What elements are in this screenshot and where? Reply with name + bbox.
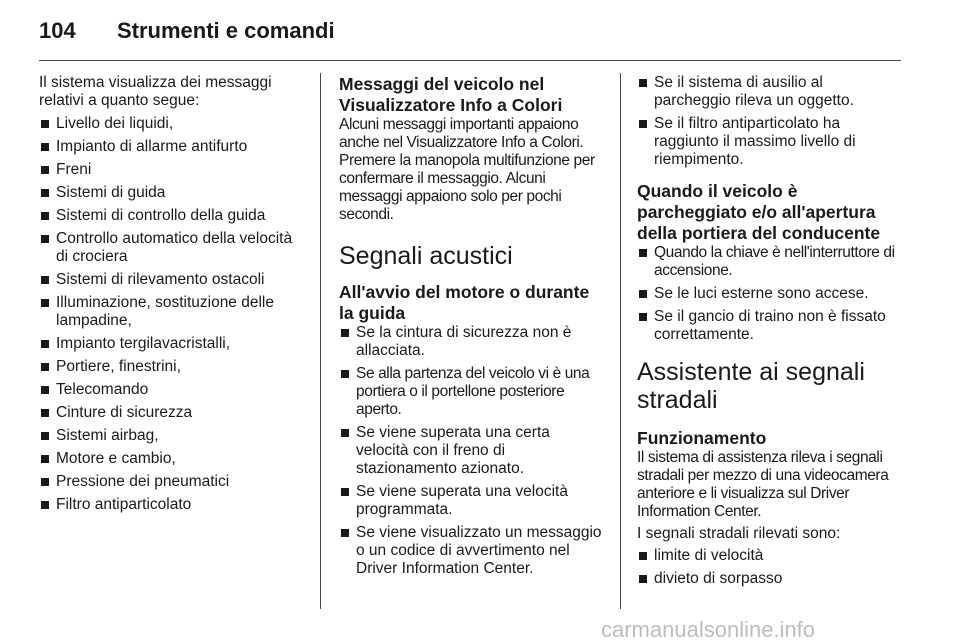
list-item: Sistemi di guida <box>39 184 307 202</box>
acoustic-list-continued <box>637 74 903 169</box>
acoustic-list <box>339 324 605 578</box>
column-3 <box>637 74 903 593</box>
column-divider-2 <box>620 73 621 609</box>
intro-text: Il sistema visualizza dei messaggi relativi a quanto segue: <box>39 74 272 109</box>
signs-list-intro: I segnali stradali rilevati sono: <box>637 525 841 542</box>
list-item: Impianto di allarme antifurto <box>39 138 307 156</box>
list-item: Illuminazione, sostituzione delle lampadine, <box>39 294 307 330</box>
heading-traffic-sign-assistant: Assistente ai segnali stradali <box>637 358 865 414</box>
signs-list <box>637 547 903 588</box>
list-item: Se le luci esterne sono accese. <box>637 285 903 303</box>
column-1 <box>39 74 307 519</box>
list-item: Sistemi di rilevamento ostacoli <box>39 271 307 289</box>
list-item: Se viene visualizzato un messaggio o un codice di avvertimento nel Driver Information Center. <box>339 524 605 578</box>
list-item: Filtro antiparticolato <box>39 496 307 514</box>
list-item: Livello dei liquidi, <box>39 115 307 133</box>
list-item: Se viene superata una certa velocità con il freno di stazionamento azionato. <box>339 424 605 478</box>
list-item: Impianto tergilavacristalli, <box>39 335 307 353</box>
list-item: divieto di sorpasso <box>637 570 903 588</box>
list-item: Pressione dei pneumatici <box>39 473 307 491</box>
section-title-vehicle-messages: Messaggi del veicolo nel Visualizzatore Info a Colori <box>339 74 563 115</box>
list-item: Se la cintura di sicurezza non è allacciata. <box>339 324 605 360</box>
section-text-vehicle-messages: Alcuni messaggi importanti appaiono anche nel Visualizzatore Info a Colori. Premere la manopola multifunzione per confermare il messaggio. Alcuni messaggi appaiono solo per pochi secondi. <box>339 116 595 223</box>
section-title-parked: Quando il veicolo è parcheggiato e/o all'apertura della portiera del conducente <box>637 181 881 243</box>
list-item: Sistemi airbag, <box>39 427 307 445</box>
subsection-text-operation: Il sistema di assistenza rileva i segnali stradali per mezzo di una videocamera anteriore e li visualizza sul Driver Information Center. <box>637 449 889 520</box>
list-item: Se alla partenza del veicolo vi è una portiera o il portellone posteriore aperto. <box>339 365 605 419</box>
list-item: Portiere, finestrini, <box>39 358 307 376</box>
list-item: Se il filtro antiparticolato ha raggiunto il massimo livello di riempimento. <box>637 115 903 169</box>
list-item: Se viene superata una velocità programmata. <box>339 483 605 519</box>
list-item: Motore e cambio, <box>39 450 307 468</box>
heading-acoustic-signals: Segnali acustici <box>339 242 513 270</box>
list-item: Quando la chiave è nell'interruttore di accensione. <box>637 244 903 280</box>
message-list <box>39 115 307 514</box>
column-2 <box>339 74 605 583</box>
page-number: 104 <box>39 18 76 43</box>
header-rule <box>39 60 901 61</box>
list-item: Se il sistema di ausilio al parcheggio rileva un oggetto. <box>637 74 903 110</box>
page-title: Strumenti e comandi <box>117 18 335 43</box>
list-item: limite di velocità <box>637 547 903 565</box>
list-item: Controllo automatico della velocità di crociera <box>39 230 307 266</box>
subsection-title-operation: Funzionamento <box>637 428 767 448</box>
list-item: Freni <box>39 161 307 179</box>
watermark: carmanualsonline.info <box>601 617 816 642</box>
list-item: Sistemi di controllo della guida <box>39 207 307 225</box>
list-item: Telecomando <box>39 381 307 399</box>
section-title-engine-start: All'avvio del motore o durante la guida <box>339 282 590 323</box>
list-item: Se il gancio di traino non è fissato correttamente. <box>637 308 903 344</box>
column-divider-1 <box>320 73 321 609</box>
list-item: Cinture di sicurezza <box>39 404 307 422</box>
parked-list <box>637 244 903 344</box>
